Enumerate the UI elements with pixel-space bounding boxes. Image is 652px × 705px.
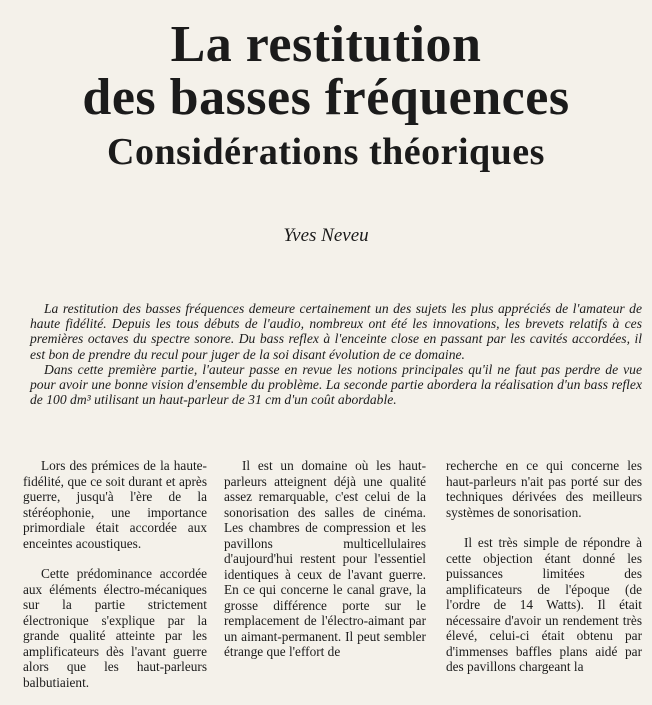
column-1-paragraph-1: Lors des prémices de la haute-fidélité, que ce soit durant et après guerre, jusqu'à l'ère de la stéréophonie, une importance primordiale était accordée aux enceintes acoustiques. [23,458,207,551]
column-3 [446,458,642,690]
column-3-paragraph-1: recherche en ce qui concerne les haut-parleurs n'ait pas porté sur des techniques dérivées des meilleurs systèmes de sonorisation. [446,458,642,520]
author-byline: Yves Neveu [283,225,369,246]
intro-paragraph-1: La restitution des basses fréquences demeure certainement un des sujets les plus appréciés de l'amateur de haute fidélité. Depuis les tous débuts de l'audio, nombreux ont été les innovations, les brevets relatifs à ces premières octaves du spectre sonore. Du bass reflex à l'enceinte close en passant par les cavités accordées, il est bon de prendre du recul pour juger de la soi disant évolution de ce domaine. [30,301,642,362]
column-1-paragraph-2: Cette prédominance accordée aux éléments électro-mécaniques sur la partie strictement électronique s'explique par la grande qualité atteinte par les amplificateurs dès l'avant guerre alors que les haut-parleurs balbutiaient. [23,566,207,690]
column-1 [23,458,207,705]
intro-abstract [30,301,642,407]
title-line-1: La restitution [170,16,482,73]
intro-paragraph-2: Dans cette première partie, l'auteur passe en revue les notions principales qu'il ne faut pas perdre de vue pour avoir une bonne vision d'ensemble du problème. La seconde partie abordera la réalisation d'un bass reflex de 100 dm³ utilisant un haut-parleur de 31 cm d'un coût abordable. [30,361,642,408]
column-2-paragraph-1: Il est un domaine où les haut-parleurs atteignent déjà une qualité assez remarquable, c'est celui de la sonorisation des salles de cinéma. Les chambres de compression et les pavillons multicellulaires d'aujourd'hui restent pour l'essentiel identiques à ceux de l'avant guerre. En ce qui concerne le canal grave, la grosse différence porte sur le remplacement de l'électro-aimant par un aimant-permanent. Il peut sembler étrange que l'effort de [224,458,426,659]
column-2 [224,458,426,675]
title-line-2: des basses fréquences [82,69,570,126]
subtitle: Considérations théoriques [107,131,545,173]
column-3-paragraph-2: Il est très simple de répondre à cette objection étant donné les puissances limitées des amplificateurs de l'époque (de l'ordre de 14 Watts). Il était nécessaire d'avoir un rendement très élevé, celui-ci était obtenu par d'immenses baffles plans aidé par des pavillons chargeant la [446,535,642,674]
